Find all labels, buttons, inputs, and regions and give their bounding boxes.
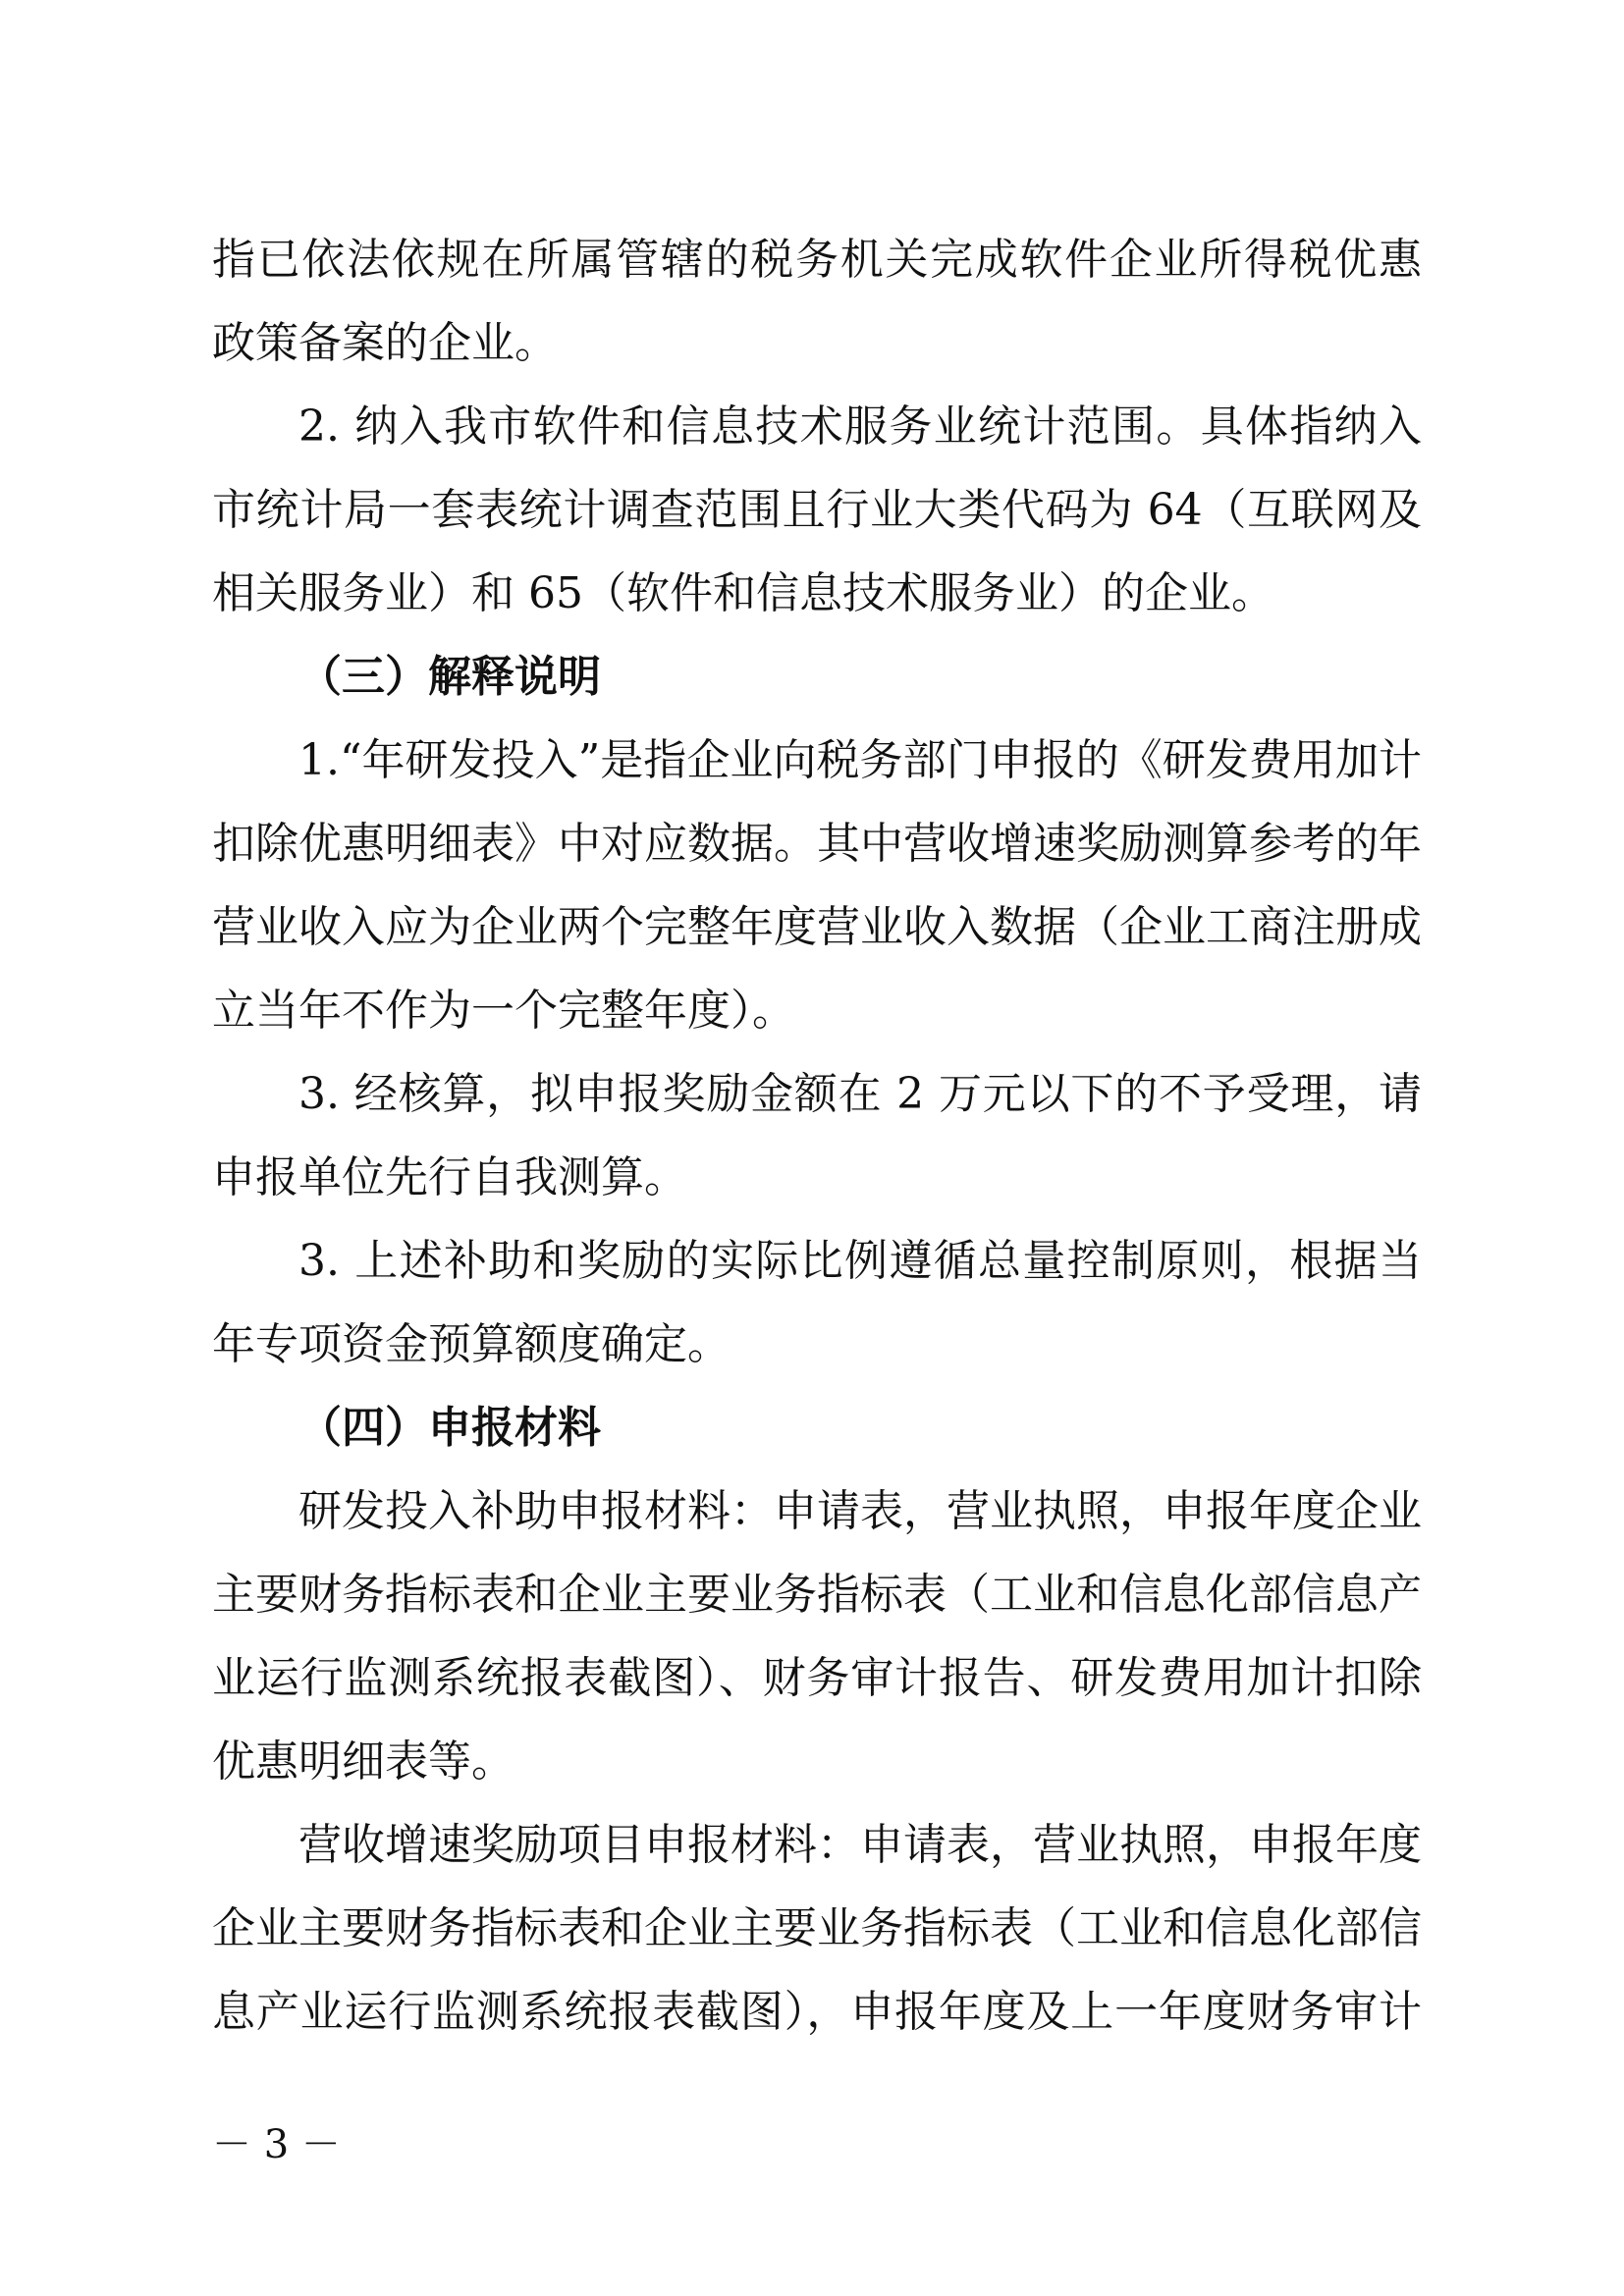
page-number: － 3 － bbox=[212, 2122, 341, 2167]
paragraph-line: 3. 经核算，拟申报奖励金额在 2 万元以下的不予受理，请 bbox=[298, 1069, 1422, 1119]
paragraph-line: 申报单位先行自我测算。 bbox=[212, 1152, 687, 1202]
paragraph-line: 1.“年研发投入”是指企业向税务部门申报的《研发费用加计 bbox=[298, 735, 1422, 785]
paragraph-line: 市统计局一套表统计调查范围且行业大类代码为 64（互联网及 bbox=[212, 485, 1422, 535]
paragraph-line: 2. 纳入我市软件和信息技术服务业统计范围。具体指纳入 bbox=[298, 401, 1422, 452]
paragraph-line: 营收增速奖励项目申报材料：申请表，营业执照，申报年度 bbox=[298, 1820, 1422, 1870]
paragraph-line: 主要财务指标表和企业主要业务指标表（工业和信息化部信息产 bbox=[212, 1570, 1422, 1620]
document-body bbox=[212, 218, 1422, 2054]
paragraph-line: 业运行监测系统报表截图）、财务审计报告、研发费用加计扣除 bbox=[212, 1653, 1422, 1703]
paragraph-line: 研发投入补助申报材料：申请表，营业执照，申报年度企业 bbox=[298, 1486, 1422, 1536]
paragraph-line: 优惠明细表等。 bbox=[212, 1736, 514, 1787]
paragraph-line: 指已依法依规在所属管辖的税务机关完成软件企业所得税优惠 bbox=[212, 235, 1422, 285]
paragraph-line: 息产业运行监测系统报表截图），申报年度及上一年度财务审计 bbox=[212, 1987, 1422, 2037]
paragraph-line: 立当年不作为一个完整年度）。 bbox=[212, 986, 795, 1036]
paragraph-line: 政策备案的企业。 bbox=[212, 318, 558, 368]
paragraph-line: 相关服务业）和 65（软件和信息技术服务业）的企业。 bbox=[212, 568, 1274, 618]
paragraph-line: 营业收入应为企业两个完整年度营业收入数据（企业工商注册成 bbox=[212, 902, 1422, 952]
paragraph-line: 企业主要财务指标表和企业主要业务指标表（工业和信息化部信 bbox=[212, 1903, 1422, 1953]
section-heading: （三）解释说明 bbox=[298, 652, 601, 702]
paragraph-line: 扣除优惠明细表》中对应数据。其中营收增速奖励测算参考的年 bbox=[212, 819, 1422, 869]
section-heading: （四）申报材料 bbox=[298, 1403, 601, 1453]
paragraph-line: 年专项资金预算额度确定。 bbox=[212, 1319, 731, 1369]
paragraph-line: 3. 上述补助和奖励的实际比例遵循总量控制原则，根据当 bbox=[298, 1236, 1422, 1286]
